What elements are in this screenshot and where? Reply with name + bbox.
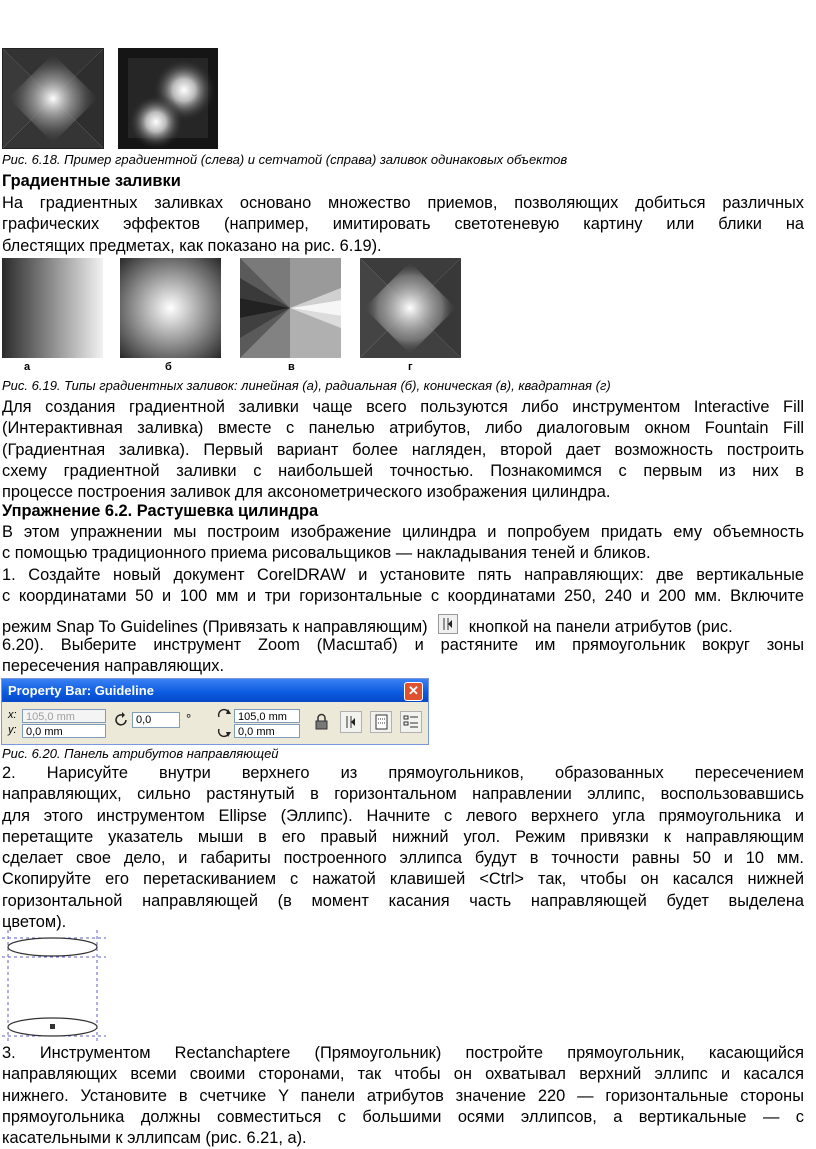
snap-to-guidelines-button[interactable] — [340, 711, 362, 733]
figure-label-b: б — [165, 361, 172, 373]
paragraph-exercise-intro — [2, 522, 804, 565]
x-position-input[interactable]: 105,0 mm — [22, 709, 106, 723]
radial-gradient-image — [120, 258, 221, 358]
y-position-input[interactable]: 0,0 mm — [22, 724, 106, 738]
text-line: Для создания градиентной заливки чаще всего пользуются либо инструментом Interactive Fill — [2, 398, 804, 416]
figure-label-a: а — [24, 361, 31, 373]
text-fragment: режим Snap To Guidelines (Привязать к направляющим) — [2, 618, 428, 636]
text-line: графических эффектов (например, имитировать светотеневую картину или блики на — [2, 215, 804, 234]
text-line: нижнего. Установите в счетчике Y панели атрибутов значение 220 — горизонтальные стороны — [2, 1086, 804, 1105]
list-icon — [401, 712, 421, 732]
rotation-center-y-input[interactable]: 0,0 mm — [234, 724, 300, 738]
figure-caption-6-20: Рис. 6.20. Панель атрибутов направляющей — [2, 746, 279, 761]
text-line: горизонтальной направляющей (в момент касания часть направляющей будет выделена — [2, 891, 804, 910]
mesh-fill-image — [118, 48, 218, 149]
text-line: 3. Инструментом Rectanchaptere (Прямоугольник) постройте прямоугольник, касающийся — [2, 1044, 804, 1062]
text-line: На градиентных заливках основано множество приемов, позволяющих добиться различных — [2, 194, 804, 212]
angle-input[interactable]: 0,0 — [132, 712, 180, 728]
paragraph-gradient-intro — [2, 193, 804, 257]
text-line: цветом). — [2, 913, 67, 932]
text-line: Скопируйте его перетаскиванием с нажатой клавишей <Ctrl> так, чтобы он касался нижней — [2, 870, 804, 889]
heading-exercise: Упражнение 6.2. Растушевка цилиндра — [2, 502, 319, 520]
paragraph-step-3 — [2, 1043, 804, 1149]
property-bar-guideline — [1, 678, 429, 745]
lock-button[interactable] — [310, 711, 332, 733]
close-button[interactable]: ✕ — [404, 682, 423, 701]
conical-gradient-image — [240, 258, 341, 358]
text-line: (Интерактивная заливка) вместе с панелью атрибутов, либо диалоговым окном Fountain Fill — [2, 419, 804, 438]
guideline-list-button[interactable] — [400, 711, 422, 733]
figure-caption-6-19: Рис. 6.19. Типы градиентных заливок: линейная (а), радиальная (б), коническая (в), квадратная (г) — [2, 378, 611, 393]
text-line: направляющих всеми своими сторонами, так чтобы он охватывал верхний эллипс и касался — [2, 1065, 804, 1084]
paragraph-step-1 — [2, 565, 804, 608]
paragraph-step-1-cont — [2, 635, 804, 678]
figure-label-v: в — [288, 361, 295, 373]
text-line: сделает свое дело, и габариты построенного эллипса будут в точности равны 50 и 10 мм. — [2, 849, 804, 868]
figure-label-g: г — [408, 361, 413, 373]
text-line: блестящих предметах, как показано на рис. 6.19). — [2, 236, 382, 255]
ellipse-guidelines-diagram — [2, 930, 106, 1042]
rotation-center-y-icon — [216, 723, 232, 739]
property-bar-title: Property Bar: Guideline — [8, 683, 154, 698]
square-gradient-image — [360, 258, 461, 358]
text-line: (Градиентная заливка). Первый вариант более нагляден, второй дает возможность построить — [2, 440, 804, 459]
text-line: направляющих, сильно растянутый в горизонтальном направлении эллипс, воспользовавшись — [2, 785, 804, 804]
guideline-options-button[interactable] — [370, 711, 392, 733]
text-line: процессе построения заливок для аксонометрического изображения цилиндра. — [2, 483, 611, 502]
text-line: 2. Нарисуйте внутри верхнего из прямоугольников, образованных пересечением — [2, 764, 804, 782]
rotation-center-x-input[interactable]: 105,0 mm — [234, 709, 300, 723]
rotation-center-x-icon — [216, 707, 232, 723]
text-line: пересечения направляющих. — [2, 657, 225, 676]
square-gradient-fill-image — [2, 48, 104, 149]
paragraph-step-2 — [2, 763, 804, 933]
lock-icon — [311, 712, 331, 732]
text-line: с координатами 50 и 100 мм и три горизонтальные с координатами 250, 240 и 200 мм. Включите — [2, 587, 804, 606]
heading-gradient-fills: Градиентные заливки — [2, 172, 181, 190]
degree-symbol: ° — [186, 711, 192, 726]
x-label: x: — [8, 709, 17, 721]
text-line: с помощью традиционного приема рисовальщиков — накладывания теней и бликов. — [2, 544, 651, 563]
text-line: 6.20). Выберите инструмент Zoom (Масштаб) и растяните им прямоугольник вокруг зоны — [2, 636, 804, 654]
text-line: В этом упражнении мы построим изображение цилиндра и попробуем придать ему объемность — [2, 523, 804, 541]
text-line: касательными к эллипсам (рис. 6.21, а). — [2, 1129, 307, 1148]
linear-gradient-image — [2, 258, 103, 358]
text-line: для этого инструментом Ellipse (Эллипс). Начните с левого верхнего угла прямоугольника и — [2, 806, 804, 825]
document-icon — [371, 712, 391, 732]
property-bar-titlebar — [2, 679, 428, 702]
snap-to-guidelines-icon — [341, 712, 361, 732]
text-line: прямоугольника должны совместиться с большими осями эллипсов, а вертикальные — с — [2, 1107, 804, 1126]
snap-to-guidelines-icon — [438, 614, 458, 634]
rotate-icon — [114, 712, 130, 728]
text-line: перетащите указатель мыши в его правый нижний угол. Режим привязки к направляющим — [2, 827, 804, 846]
text-line: 1. Создайте новый документ CorelDRAW и установите пять направляющих: две вертикальные — [2, 566, 804, 584]
text-fragment: кнопкой на панели атрибутов (рис. — [468, 618, 733, 636]
y-label: y: — [8, 724, 17, 736]
text-line: схему градиентной заливки с наибольшей точностью. Познакомимся с первым из них в — [2, 461, 804, 480]
figure-caption-6-18: Рис. 6.18. Пример градиентной (слева) и сетчатой (справа) заливок одинаковых объектов — [2, 152, 568, 167]
paragraph-fill-tools — [2, 397, 804, 503]
